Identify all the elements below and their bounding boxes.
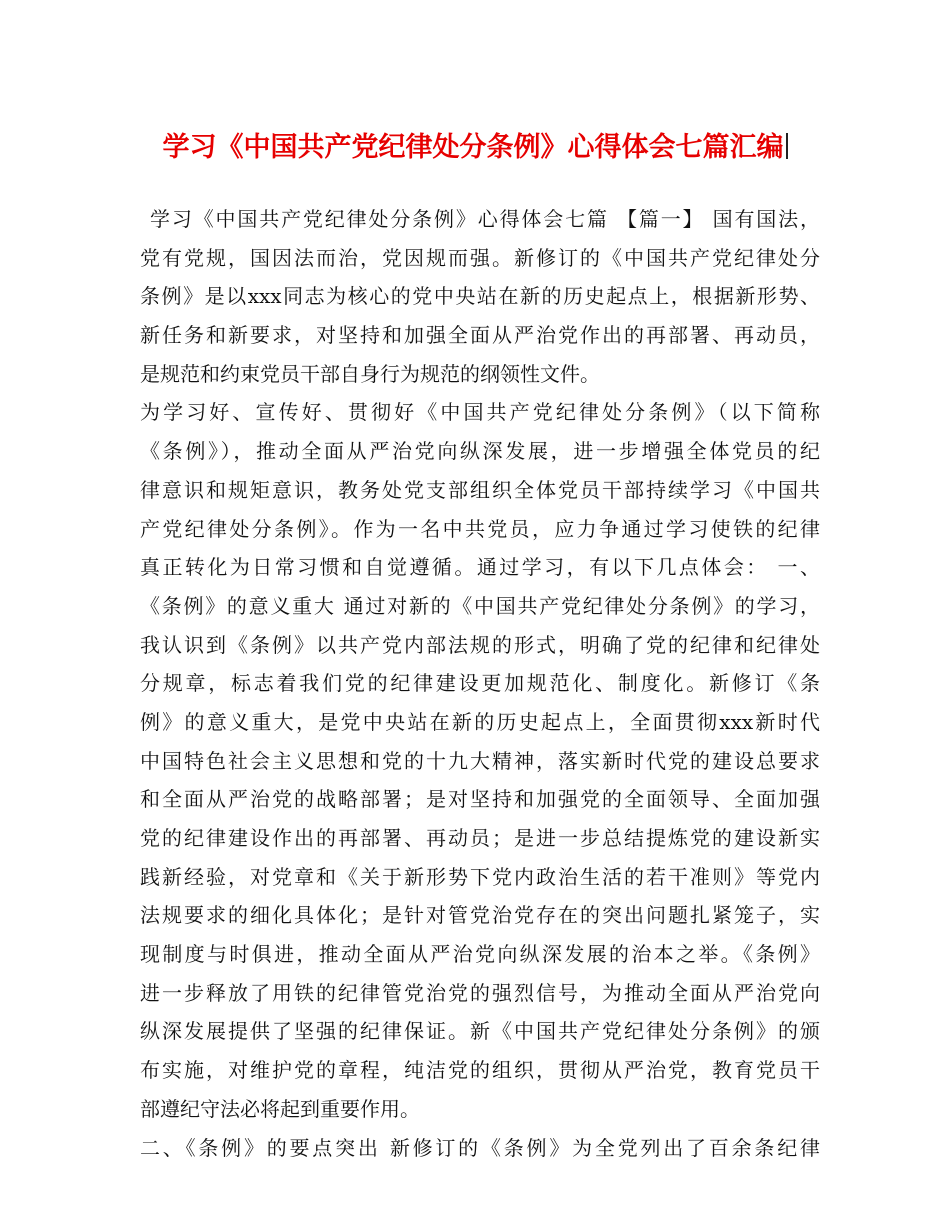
paragraph-line: 现制度与时俱进，推动全面从严治党向纵深发展的治本之举。《条例》: [140, 942, 820, 967]
paragraph-line: 党有党规，国因法而治，党因规而强。新修订的《中国共产党纪律处分: [140, 245, 820, 270]
paragraph-line: 《条例》），推动全面从严治党向纵深发展，进一步增强全体党员的纪: [140, 439, 820, 464]
paragraph-line: 学习《中国共产党纪律处分条例》心得体会七篇 【篇一】 国有国法，: [150, 207, 820, 231]
document-title: [0, 130, 950, 166]
paragraph-line: 和全面从严治党的战略部署；是对坚持和加强党的全面领导、全面加强: [140, 787, 820, 812]
paragraph-line: 律意识和规矩意识，教务处党支部组织全体党员干部持续学习《中国共: [140, 477, 820, 502]
paragraph-line: 真正转化为日常习惯和自觉遵循。通过学习，有以下几点体会： 一、: [140, 555, 820, 580]
title-text: 学习《中国共产党纪律处分条例》心得体会七篇汇编: [162, 132, 784, 163]
paragraph-line: 新任务和新要求，对坚持和加强全面从严治党作出的再部署、再动员，: [140, 323, 820, 348]
paragraph-line: 分规章，标志着我们党的纪律建设更加规范化、制度化。新修订《条: [140, 671, 820, 696]
paragraph-line: 部遵纪守法必将起到重要作用。: [140, 1096, 420, 1121]
paragraph-line: 《条例》的意义重大 通过对新的《中国共产党纪律处分条例》的学习，: [140, 593, 820, 618]
paragraph-line: 二、《条例》的要点突出 新修订的《条例》为全党列出了百余条纪律: [140, 1135, 820, 1160]
paragraph-line: 纵深发展提供了坚强的纪律保证。新《中国共产党纪律处分条例》的颁: [140, 1019, 820, 1044]
paragraph-line: 产党纪律处分条例》。作为一名中共党员，应力争通过学习使铁的纪律: [140, 516, 820, 541]
paragraph-line: 党的纪律建设作出的再部署、再动员；是进一步总结提炼党的建设新实: [140, 826, 820, 850]
text-cursor: [786, 133, 788, 159]
paragraph-line: 中国特色社会主义思想和党的十九大精神，落实新时代党的建设总要求: [140, 748, 820, 773]
paragraph-line: 我认识到《条例》以共产党内部法规的形式，明确了党的纪律和纪律处: [140, 632, 820, 657]
paragraph-line: 法规要求的细化具体化；是针对管党治党存在的突出问题扎紧笼子，实: [140, 903, 820, 928]
paragraph-line: 布实施，对维护党的章程，纯洁党的组织，贯彻从严治党，教育党员干: [140, 1058, 820, 1083]
paragraph-line: 进一步释放了用铁的纪律管党治党的强烈信号，为推动全面从严治党向: [140, 980, 820, 1005]
paragraph-line: 践新经验，对党章和《关于新形势下党内政治生活的若干准则》等党内: [140, 864, 820, 889]
document-body: [140, 200, 820, 1167]
paragraph-line: 为学习好、宣传好、贯彻好《中国共产党纪律处分条例》（以下简称: [140, 400, 820, 425]
paragraph-line: 是规范和约束党员干部自身行为规范的纲领性文件。: [140, 361, 600, 386]
paragraph-line: 条例》是以xxx同志为核心的党中央站在新的历史起点上，根据新形势、: [140, 284, 820, 309]
paragraph-line: 例》的意义重大，是党中央站在新的历史起点上，全面贯彻xxx新时代: [140, 709, 820, 734]
